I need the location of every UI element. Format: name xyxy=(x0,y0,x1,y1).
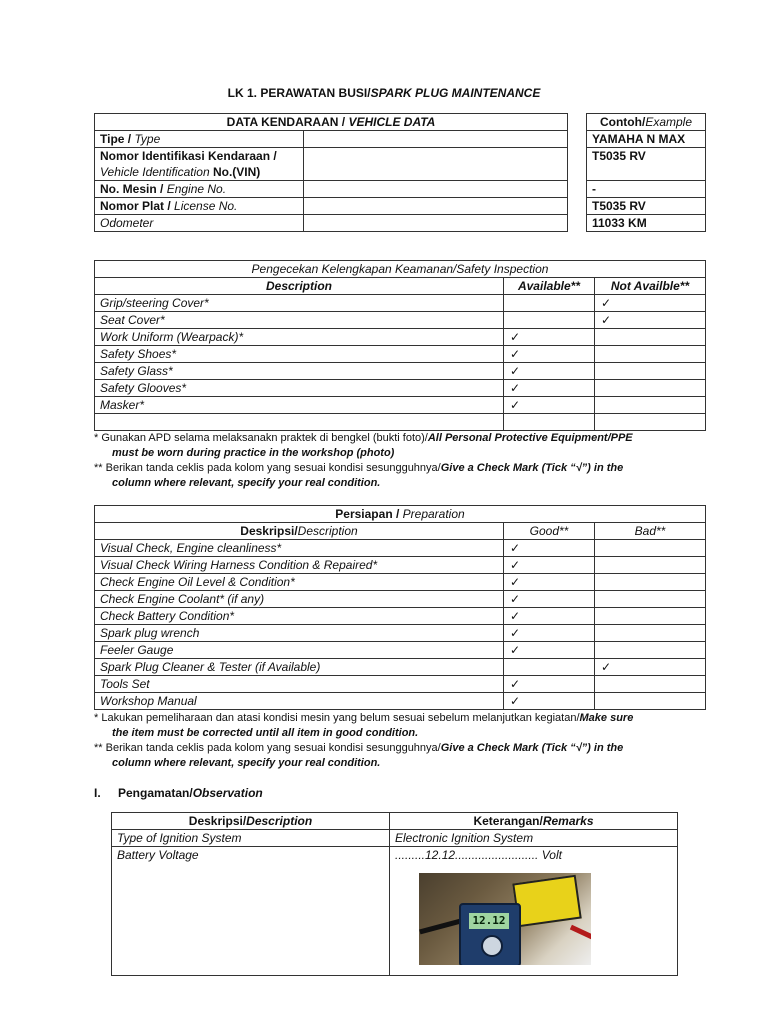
table-cell[interactable] xyxy=(595,329,706,346)
table-cell[interactable]: ✓ xyxy=(504,574,595,591)
table-cell[interactable]: ✓ xyxy=(504,608,595,625)
table-cell[interactable] xyxy=(595,363,706,380)
multimeter-dial xyxy=(481,935,503,957)
example-header: Contoh/Example xyxy=(587,114,706,131)
table-cell xyxy=(390,847,678,976)
multimeter-icon xyxy=(459,903,521,965)
table-cell: Work Uniform (Wearpack)* xyxy=(95,329,504,346)
safety-note-2: ** Berikan tanda ceklis pada kolom yang sesuai kondisi sesungguhnya/Give a Check Mark (Tick “√”) in the column where relevant, specify your real condition. xyxy=(94,462,624,489)
table-row xyxy=(95,329,706,346)
table-cell: Check Engine Oil Level & Condition* xyxy=(95,574,504,591)
table-cell[interactable] xyxy=(595,676,706,693)
vin-value[interactable] xyxy=(304,148,568,181)
table-cell: Check Engine Coolant* (if any) xyxy=(95,591,504,608)
license-no-value[interactable] xyxy=(304,198,568,215)
table-row xyxy=(95,295,706,312)
example-table xyxy=(586,113,706,232)
example-vin: T5035 RV xyxy=(587,148,706,181)
table-cell[interactable]: ✓ xyxy=(504,380,595,397)
red-probe-wire xyxy=(570,925,591,946)
table-row xyxy=(95,312,706,329)
table-cell: No. Mesin / Engine No. xyxy=(95,181,304,198)
vehicle-header-row xyxy=(95,114,568,131)
table-cell[interactable] xyxy=(595,414,706,431)
table-cell[interactable] xyxy=(595,380,706,397)
safety-header: Pengecekan Kelengkapan Keamanan/Safety Inspection xyxy=(95,261,706,278)
table-cell[interactable] xyxy=(595,346,706,363)
engine-no-value[interactable] xyxy=(304,181,568,198)
table-row xyxy=(95,148,568,181)
table-cell: Seat Cover* xyxy=(95,312,504,329)
table-cell: Nomor Identifikasi Kendaraan / Vehicle Identification No.(VIN) xyxy=(95,148,304,181)
table-row xyxy=(95,215,568,232)
table-cell: Nomor Plat / License No. xyxy=(95,198,304,215)
table-row xyxy=(112,830,678,847)
table-cell: Safety Glooves* xyxy=(95,380,504,397)
safety-notes xyxy=(94,431,714,491)
table-cell: Spark plug wrench xyxy=(95,625,504,642)
table-cell[interactable]: ✓ xyxy=(595,312,706,329)
table-row xyxy=(95,608,706,625)
table-cell: Safety Shoes* xyxy=(95,346,504,363)
table-cell[interactable]: ✓ xyxy=(504,557,595,574)
table-row xyxy=(95,346,706,363)
table-cell: Workshop Manual xyxy=(95,693,504,710)
table-cell: Visual Check, Engine cleanliness* xyxy=(95,540,504,557)
preparation-table xyxy=(94,505,706,710)
table-cell[interactable] xyxy=(595,540,706,557)
table-cell[interactable] xyxy=(504,295,595,312)
table-row xyxy=(95,676,706,693)
observation-table xyxy=(111,812,678,976)
table-cell xyxy=(95,414,504,431)
table-cell[interactable] xyxy=(595,625,706,642)
table-cell: Tools Set xyxy=(95,676,504,693)
multimeter-display: 12.12 xyxy=(469,913,509,929)
table-cell[interactable]: ✓ xyxy=(504,363,595,380)
table-row xyxy=(95,659,706,676)
table-cell: Odometer xyxy=(95,215,304,232)
battery-image xyxy=(512,875,582,927)
table-cell[interactable] xyxy=(595,693,706,710)
table-cell: Type of Ignition System xyxy=(112,830,390,847)
col-remarks: Keterangan/Remarks xyxy=(390,813,678,830)
observation-heading: I. Pengamatan/Observation xyxy=(94,786,263,800)
table-row xyxy=(95,198,568,215)
preparation-note-1: * Lakukan pemeliharaan dan atasi kondisi mesin yang belum sesuai sebelum melanjutkan kegiatan/Make sure the item must be corrected until all item in good condition. xyxy=(94,712,634,739)
preparation-header: Persiapan / Preparation xyxy=(95,506,706,523)
vehicle-data-table xyxy=(94,113,568,232)
table-cell[interactable]: ✓ xyxy=(504,397,595,414)
table-cell[interactable]: ✓ xyxy=(504,346,595,363)
preparation-notes xyxy=(94,711,714,771)
table-cell[interactable] xyxy=(595,591,706,608)
table-cell: Feeler Gauge xyxy=(95,642,504,659)
table-row xyxy=(95,414,706,431)
example-engine-no: - xyxy=(587,181,706,198)
table-cell[interactable] xyxy=(595,397,706,414)
col-description: Deskripsi/Description xyxy=(95,523,504,540)
table-cell[interactable] xyxy=(595,642,706,659)
table-cell[interactable] xyxy=(504,414,595,431)
vehicle-type-value[interactable] xyxy=(304,131,568,148)
odometer-value[interactable] xyxy=(304,215,568,232)
table-cell: Spark Plug Cleaner & Tester (if Available) xyxy=(95,659,504,676)
table-cell[interactable]: ✓ xyxy=(504,642,595,659)
multimeter-photo xyxy=(419,873,591,965)
table-row xyxy=(95,693,706,710)
preparation-note-2: ** Berikan tanda ceklis pada kolom yang sesuai kondisi sesungguhnya/Give a Check Mark (Tick “√”) in the column where relevant, specify your real condition. xyxy=(94,742,624,769)
table-row xyxy=(95,540,706,557)
vehicle-data-header: DATA KENDARAAN / VEHICLE DATA xyxy=(95,114,568,131)
table-row xyxy=(95,625,706,642)
table-row xyxy=(95,591,706,608)
table-cell: Battery Voltage xyxy=(112,847,390,976)
battery-voltage-remark: .........12.12......................... Volt xyxy=(395,848,562,862)
table-cell[interactable] xyxy=(595,608,706,625)
table-cell[interactable] xyxy=(595,557,706,574)
example-type: YAMAHA N MAX xyxy=(587,131,706,148)
table-cell[interactable]: ✓ xyxy=(504,540,595,557)
table-row xyxy=(95,380,706,397)
table-cell: Tipe / Type xyxy=(95,131,304,148)
table-row xyxy=(95,131,568,148)
table-row xyxy=(95,363,706,380)
table-cell: Check Battery Condition* xyxy=(95,608,504,625)
table-cell[interactable] xyxy=(504,312,595,329)
table-cell: Masker* xyxy=(95,397,504,414)
table-row xyxy=(95,181,568,198)
table-row xyxy=(112,847,678,976)
table-cell: Grip/steering Cover* xyxy=(95,295,504,312)
table-cell[interactable]: ✓ xyxy=(504,625,595,642)
col-not-available: Not Availble** xyxy=(595,278,706,295)
table-cell[interactable]: ✓ xyxy=(504,591,595,608)
table-row xyxy=(95,642,706,659)
table-cell: Safety Glass* xyxy=(95,363,504,380)
col-description: Description xyxy=(95,278,504,295)
table-cell: Visual Check Wiring Harness Condition & Repaired* xyxy=(95,557,504,574)
table-cell[interactable]: ✓ xyxy=(504,329,595,346)
table-cell[interactable]: ✓ xyxy=(504,693,595,710)
col-available: Available** xyxy=(504,278,595,295)
example-license: T5035 RV xyxy=(587,198,706,215)
safety-note-1: * Gunakan APD selama melaksanakn praktek di bengkel (bukti foto)/All Personal Protective Equipment/PPE must be worn during practice in the workshop (photo) xyxy=(94,432,633,459)
table-cell: Electronic Ignition System xyxy=(390,830,678,847)
table-cell[interactable]: ✓ xyxy=(595,295,706,312)
page-title: LK 1. PERAWATAN BUSI/SPARK PLUG MAINTENANCE xyxy=(227,86,541,100)
table-cell[interactable]: ✓ xyxy=(504,676,595,693)
example-odometer: 11033 KM xyxy=(587,215,706,232)
table-cell[interactable]: ✓ xyxy=(595,659,706,676)
col-bad: Bad** xyxy=(595,523,706,540)
table-row xyxy=(95,574,706,591)
table-cell[interactable] xyxy=(595,574,706,591)
table-row xyxy=(95,557,706,574)
table-row xyxy=(95,397,706,414)
col-good: Good** xyxy=(504,523,595,540)
safety-inspection-table xyxy=(94,260,706,431)
col-description: Deskripsi/Description xyxy=(112,813,390,830)
table-cell[interactable] xyxy=(504,659,595,676)
